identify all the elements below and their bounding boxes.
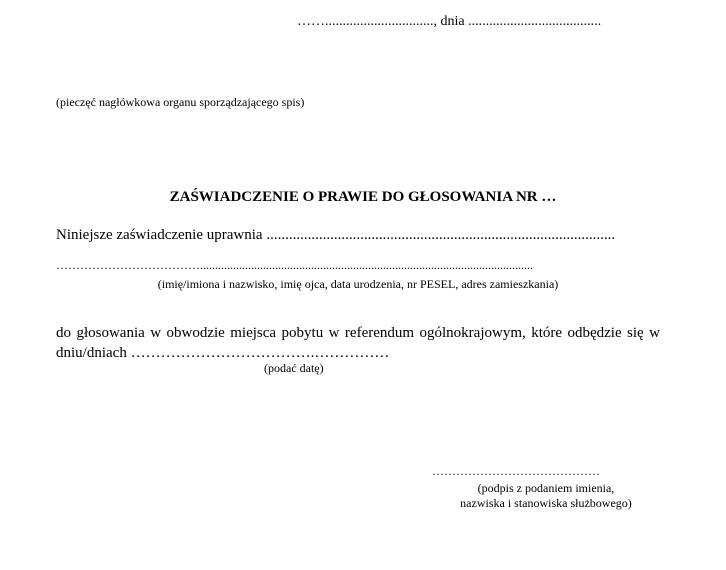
person-caption: (imię/imiona i nazwisko, imię ojca, data urodzenia, nr PESEL, adres zamieszkania)	[157, 277, 559, 291]
person-fill-line: ………………………………...............................................................................................................	[56, 258, 533, 272]
vote-paragraph: do głosowania w obwodzie miejsca pobytu w referendum ogólnokrajowym, które odbędzie się w dniu/dniach ……………………………….……………	[56, 325, 660, 361]
date-caption: (podać datę)	[264, 361, 324, 375]
place-date-line: ……..............................., dnia ......................................	[297, 14, 602, 29]
signature-caption-line2: nazwiska i stanowiska służbowego)	[460, 496, 632, 510]
document-title: ZAŚWIADCZENIE O PRAWIE DO GŁOSOWANIA NR …	[169, 189, 557, 205]
stamp-caption: (pieczęć nagłówkowa organu sporządzającego spis)	[56, 95, 305, 109]
intro-line: Niniejsze zaświadczenie uprawnia .............................................................................................	[56, 227, 616, 243]
signature-line: ……………………………………	[432, 464, 600, 478]
signature-caption-line1: (podpis z podaniem imienia,	[477, 481, 615, 495]
